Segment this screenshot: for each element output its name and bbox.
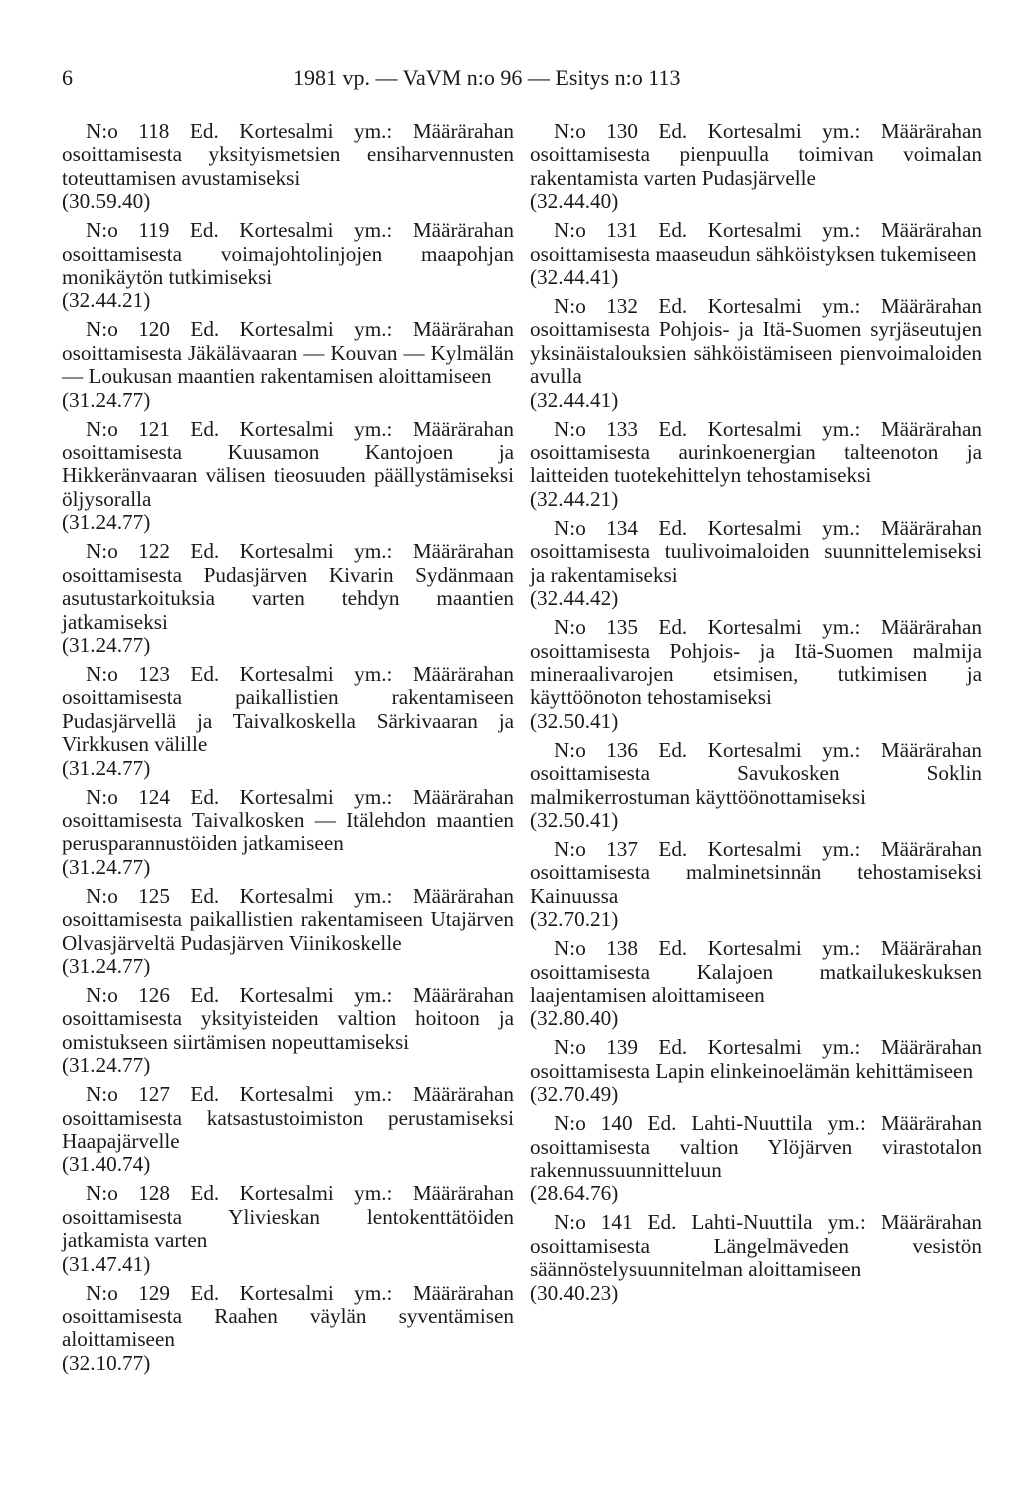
entry-text: N:o 125 Ed. Kortesalmi ym.: Määrärahan osoittamisesta paikallistien rakentamiseen Utajärven Olvasjärveltä Pudasjärven Viinikoskelle xyxy=(62,883,514,955)
entry-text: N:o 140 Ed. Lahti-Nuuttila ym.: Määrärahan osoittamisesta valtion Ylöjärven virastotalon rakennussuunnitteluun xyxy=(530,1111,982,1182)
budget-code: (31.47.41) xyxy=(62,1251,151,1276)
entry-text: N:o 119 Ed. Kortesalmi ym.: Määrärahan osoittamisesta voimajohtolinjojen maapohjan monikäytön tutkimiseksi xyxy=(62,218,514,290)
list-item xyxy=(62,1282,514,1376)
list-item xyxy=(530,1211,982,1305)
left-column xyxy=(62,120,514,1381)
entry-text: N:o 129 Ed. Kortesalmi ym.: Määrärahan osoittamisesta Raahen väylän syventämisen aloittamiseen xyxy=(62,1280,514,1352)
entry-text: N:o 118 Ed. Kortesalmi ym.: Määrärahan osoittamisesta yksityismetsien ensiharvennusten toteuttamisen avustamiseksi xyxy=(62,119,514,190)
entry-text: N:o 127 Ed. Kortesalmi ym.: Määrärahan osoittamisesta katsastustoimiston perustamiseksi Haapajärvelle xyxy=(62,1082,514,1153)
list-item xyxy=(530,295,982,412)
page-header xyxy=(62,58,942,98)
entry-text: N:o 134 Ed. Kortesalmi ym.: Määrärahan osoittamisesta tuulivoimaloiden suunnittelemiseksi ja rakentamiseksi xyxy=(530,515,982,587)
page-number: 6 xyxy=(62,65,73,90)
list-item xyxy=(530,418,982,512)
entry-text: N:o 137 Ed. Kortesalmi ym.: Määrärahan osoittamisesta malminetsinnän tehostamiseksi Kainuussa xyxy=(530,836,982,908)
budget-code: (32.70.21) xyxy=(530,907,619,932)
list-item xyxy=(62,219,514,313)
list-item xyxy=(62,540,514,657)
list-item xyxy=(62,318,514,412)
entry-text: N:o 121 Ed. Kortesalmi ym.: Määrärahan osoittamisesta Kuusamon Kantojoen ja Hikkeränvaaran välisen tieosuuden päällystämiseksi öljysoralla xyxy=(62,416,514,511)
list-item xyxy=(62,786,514,880)
list-item xyxy=(62,984,514,1078)
list-item xyxy=(530,838,982,932)
budget-code: (32.50.41) xyxy=(530,807,619,832)
budget-code: (32.44.42) xyxy=(530,586,619,611)
budget-code: (28.64.76) xyxy=(530,1181,619,1206)
list-item xyxy=(530,517,982,611)
list-item xyxy=(530,1036,982,1106)
list-item xyxy=(62,1083,514,1177)
entry-text: N:o 136 Ed. Kortesalmi ym.: Määrärahan osoittamisesta Savukosken Soklin malmikerrostuman käyttöönottamiseksi xyxy=(530,737,982,809)
budget-code: (32.44.41) xyxy=(530,387,619,412)
entry-text: N:o 130 Ed. Kortesalmi ym.: Määrärahan osoittamisesta pienpuulla toimivan voimalan rakentamista varten Pudasjärvelle xyxy=(530,119,982,190)
entry-text: N:o 132 Ed. Kortesalmi ym.: Määrärahan osoittamisesta Pohjois- ja Itä-Suomen syrjäseutujen yksinäistalouksien sähköistämiseen pienvoimaloiden avulla xyxy=(530,294,982,389)
entry-text: N:o 126 Ed. Kortesalmi ym.: Määrärahan osoittamisesta yksityisteiden valtion hoitoon ja omistukseen siirtämisen nopeuttamiseksi xyxy=(62,982,514,1054)
budget-code: (32.10.77) xyxy=(62,1350,151,1375)
list-item xyxy=(530,937,982,1031)
running-title: 1981 vp. — VaVM n:o 96 — Esitys n:o 113 xyxy=(293,65,681,90)
list-item xyxy=(62,1182,514,1276)
budget-code: (31.24.77) xyxy=(62,1053,151,1078)
budget-code: (32.50.41) xyxy=(530,708,619,733)
budget-code: (32.80.40) xyxy=(530,1006,619,1031)
budget-code: (32.70.49) xyxy=(530,1082,619,1107)
budget-code: (31.24.77) xyxy=(62,854,151,879)
entry-text: N:o 139 Ed. Kortesalmi ym.: Määrärahan osoittamisesta Lapin elinkeinoelämän kehittämiseen xyxy=(530,1035,982,1083)
entry-text: N:o 124 Ed. Kortesalmi ym.: Määrärahan osoittamisesta Taivalkosken — Itälehdon maantien perusparannustöiden jatkamiseen xyxy=(62,784,514,856)
list-item xyxy=(530,219,982,289)
entry-text: N:o 123 Ed. Kortesalmi ym.: Määrärahan osoittamisesta paikallistien rakentamiseen Pudasjärvellä ja Taivalkoskella Särkivaaran ja Virkkusen välille xyxy=(62,661,514,757)
list-item xyxy=(530,616,982,733)
entry-text: N:o 128 Ed. Kortesalmi ym.: Määrärahan osoittamisesta Ylivieskan lentokenttätöiden jatkamista varten xyxy=(62,1181,514,1253)
budget-code: (30.40.23) xyxy=(530,1280,619,1305)
budget-code: (31.24.77) xyxy=(62,387,151,412)
budget-code: (32.44.21) xyxy=(62,288,151,313)
list-item xyxy=(530,120,982,214)
entry-text: N:o 120 Ed. Kortesalmi ym.: Määrärahan osoittamisesta Jäkälävaaran — Kouvan — Kylmälän — Loukusan maantien rakentamisen aloittamiseen xyxy=(62,317,514,389)
entry-text: N:o 141 Ed. Lahti-Nuuttila ym.: Määrärahan osoittamisesta Längelmäveden vesistön säännöstelysuunnitelman aloittamiseen xyxy=(530,1210,982,1282)
budget-code: (32.44.40) xyxy=(530,189,619,214)
budget-code: (31.24.77) xyxy=(62,632,151,657)
entry-text: N:o 133 Ed. Kortesalmi ym.: Määrärahan osoittamisesta aurinkoenergian talteenoton ja laitteiden tuotekehittelyn tehostamiseksi xyxy=(530,416,982,488)
budget-code: (30.59.40) xyxy=(62,189,151,214)
list-item xyxy=(62,418,514,535)
budget-code: (31.24.77) xyxy=(62,755,151,780)
list-item xyxy=(62,120,514,214)
budget-code: (31.40.74) xyxy=(62,1152,151,1177)
budget-code: (31.24.77) xyxy=(62,953,151,978)
list-item xyxy=(530,739,982,833)
budget-code: (32.44.41) xyxy=(530,265,619,290)
budget-code: (31.24.77) xyxy=(62,510,151,535)
list-item xyxy=(530,1112,982,1206)
list-item xyxy=(62,885,514,979)
entry-text: N:o 131 Ed. Kortesalmi ym.: Määrärahan osoittamisesta maaseudun sähköistyksen tukemiseen xyxy=(530,218,982,266)
entry-text: N:o 122 Ed. Kortesalmi ym.: Määrärahan osoittamisesta Pudasjärven Kivarin Sydänmaan asutustarkoituksia varten tehdyn maantien jatkamiseksi xyxy=(62,539,514,634)
right-column xyxy=(530,120,982,1311)
entry-text: N:o 135 Ed. Kortesalmi ym.: Määrärahan osoittamisesta Pohjois- ja Itä-Suomen malmija mineraalivarojen etsimisen, tutkimisen ja käyttöönoton tehostamiseksi xyxy=(530,615,982,710)
budget-code: (32.44.21) xyxy=(530,486,619,511)
list-item xyxy=(62,663,514,780)
entry-text: N:o 138 Ed. Kortesalmi ym.: Määrärahan osoittamisesta Kalajoen matkailukeskuksen laajentamisen aloittamiseen xyxy=(530,936,982,1007)
